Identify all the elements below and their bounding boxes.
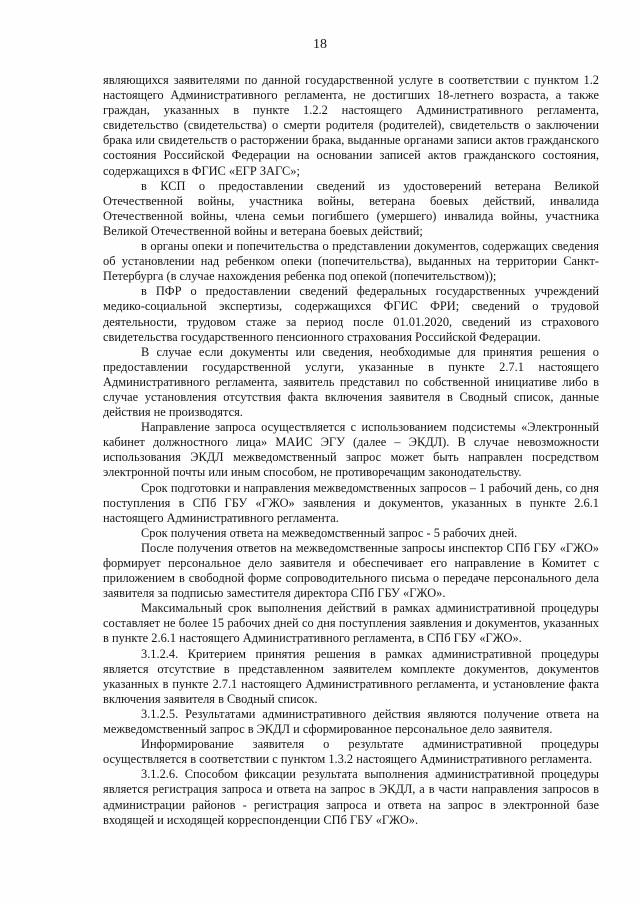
paragraph: в КСП о предоставлении сведений из удостоверений ветерана Великой Отечественной войны, участника войны, ветерана боевых действий, инвалида Отечественной войны, члена семьи погибшего (умершего) инвалида войны, участника Великой Отечественной войны и ветерана боевых действий; <box>103 178 599 238</box>
paragraph: являющихся заявителями по данной государственной услуге в соответствии с пунктом 1.2 настоящего Административного регламента, не достигших 18-летнего возраста, а также граждан, указанных в пункте 1.2.2 настоящего Административного регламента, свидетельство (свидетельства) о смерти родителя (родителей), свидетельств о заключении брака или свидетельств о расторжении брака, выданные органами записи актов гражданского состояния Российской Федерации на основании записей актов гражданского состояния, содержащихся в ФГИС «ЕГР ЗАГС»; <box>103 73 599 178</box>
paragraph: После получения ответов на межведомственные запросы инспектор СПб ГБУ «ГЖО» формирует персональное дело заявителя и обеспечивает его направление в Комитет с приложением в свободной форме сопроводительного письма о передаче персонального дела заявителя за подписью заместителя директора СПб ГБУ «ГЖО». <box>103 540 599 601</box>
paragraph: 3.1.2.6. Способом фиксации результата выполнения административной процедуры является регистрация запроса и ответа на запрос в ЭКДЛ, а в части направления запросов в администрации районов - регистрация запроса и ответа на запрос в электронной базе входящей и исходящей корреспонденции СПб ГБУ «ГЖО». <box>103 767 599 827</box>
paragraph: 3.1.2.4. Критерием принятия решения в рамках административной процедуры является отсутствие в представленном заявителем комплекте документов, документов указанных в пункте 2.7.1 настоящего Административного регламента, и установление факта включения заявителя в Сводный список. <box>103 646 599 706</box>
paragraph: Срок получения ответа на межведомственный запрос - 5 рабочих дней. <box>141 525 518 540</box>
paragraph: в ПФР о предоставлении сведений федеральных государственных учреждений медико-социальной экспертизы, содержащихся ФГИС ФРИ; сведений о трудовой деятельности, трудовом стаже за период после 01.01.2020, сведений из страхового свидетельства государственного пенсионного страхования Российской Федерации. <box>103 284 599 344</box>
paragraph: в органы опеки и попечительства о представлении документов, содержащих сведения об установлении над ребенком опеки (попечительства), выданных на территории Санкт-Петербурга (в случае нахождения ребенка под опекой (попечительством)); <box>103 239 599 284</box>
paragraph: Максимальный срок выполнения действий в рамках административной процедуры составляет не более 15 рабочих дней со дня поступления заявления и документов, указанных в пункте 2.6.1 настоящего Административного регламента, в СПб ГБУ «ГЖО». <box>103 601 599 646</box>
body-text <box>103 73 599 828</box>
paragraph: 3.1.2.5. Результатами административного действия являются получение ответа на межведомственный запрос в ЭКДЛ и сформированное персональное дело заявителя. <box>103 706 599 737</box>
paragraph: Информирование заявителя о результате административной процедуры осуществляется в соответствии с пунктом 1.3.2 настоящего Административного регламента. <box>103 737 599 767</box>
paragraph: Срок подготовки и направления межведомственных запросов – 1 рабочий день, со дня поступления в СПб ГБУ «ГЖО» заявления и документов, указанных в пункте 2.6.1 настоящего Административного регламента. <box>103 480 599 525</box>
paragraph: В случае если документы или сведения, необходимые для принятия решения о предоставлении государственной услуги, указанные в пункте 2.7.1 настоящего Административного регламента, заявитель представил по собственной инициативе либо в случае установления отсутствия факта включения заявителя в Сводный список, данные действия не производятся. <box>103 344 599 420</box>
paragraph: Направление запроса осуществляется с использованием подсистемы «Электронный кабинет должностного лица» МАИС ЭГУ (далее – ЭКДЛ). В случае невозможности использования ЭКДЛ межведомственный запрос может быть направлен посредством электронной почты или иным способом, не противоречащим законодательству. <box>103 420 599 480</box>
page-number: 18 <box>313 37 327 52</box>
